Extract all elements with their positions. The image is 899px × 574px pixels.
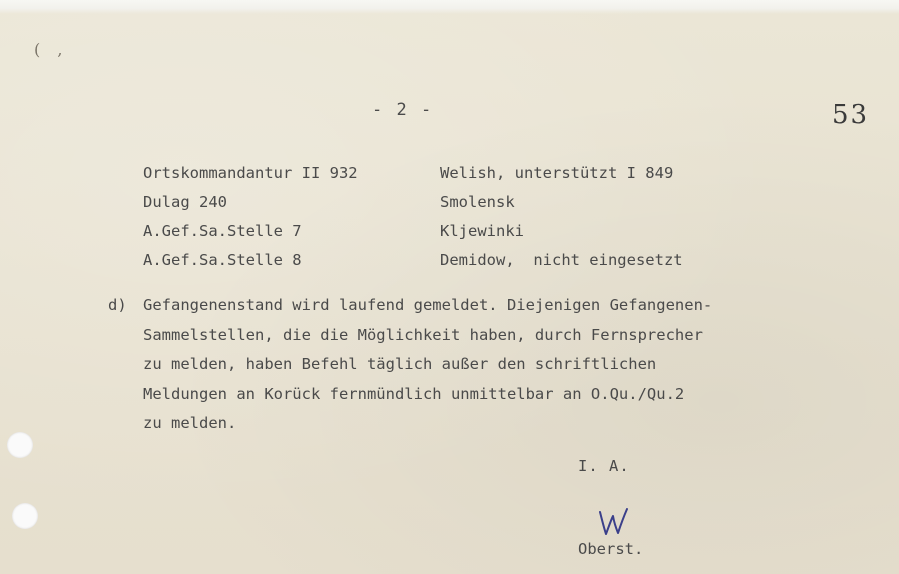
unit-location: Welish, unterstützt I 849 (440, 164, 674, 182)
unit-row (143, 222, 763, 251)
unit-location: Kljewinki (440, 222, 524, 240)
signer-rank: Oberst. (578, 540, 644, 558)
paragraph-line: zu melden, haben Befehl täglich außer den schriftlichen (143, 355, 657, 373)
unit-name: A.Gef.Sa.Stelle 8 (143, 251, 302, 269)
unit-row (143, 193, 763, 222)
paragraph-line: Gefangenenstand wird laufend gemeldet. Diejenigen Gefangenen- (143, 296, 713, 314)
paragraph-line: Sammelstellen, die die Möglichkeit haben, durch Fernsprecher (143, 325, 703, 344)
unit-row (143, 164, 763, 193)
handwritten-signature (596, 506, 630, 544)
punch-hole (7, 432, 33, 458)
corner-pencil-marks: ( , (34, 40, 69, 59)
unit-location: Demidow, nicht eingesetzt (440, 251, 683, 269)
folio-number: 53 (832, 100, 870, 130)
page-number-marker: - 2 - (372, 100, 434, 120)
unit-row (143, 251, 763, 280)
punch-hole (12, 503, 38, 529)
paragraph-line: zu melden. (143, 414, 237, 432)
unit-location: Smolensk (440, 193, 515, 211)
paper-top-edge (0, 0, 899, 14)
paragraph-marker: d) (108, 296, 127, 314)
paragraph-body (143, 296, 712, 444)
unit-name: A.Gef.Sa.Stelle 7 (143, 222, 302, 240)
closing-ia: I. A. (578, 457, 630, 475)
paragraph-line: Meldungen an Korück fernmündlich unmittelbar an O.Qu./Qu.2 (143, 384, 685, 403)
unit-location-table (143, 164, 763, 280)
unit-name: Ortskommandantur II 932 (143, 164, 358, 182)
unit-name: Dulag 240 (143, 193, 227, 211)
